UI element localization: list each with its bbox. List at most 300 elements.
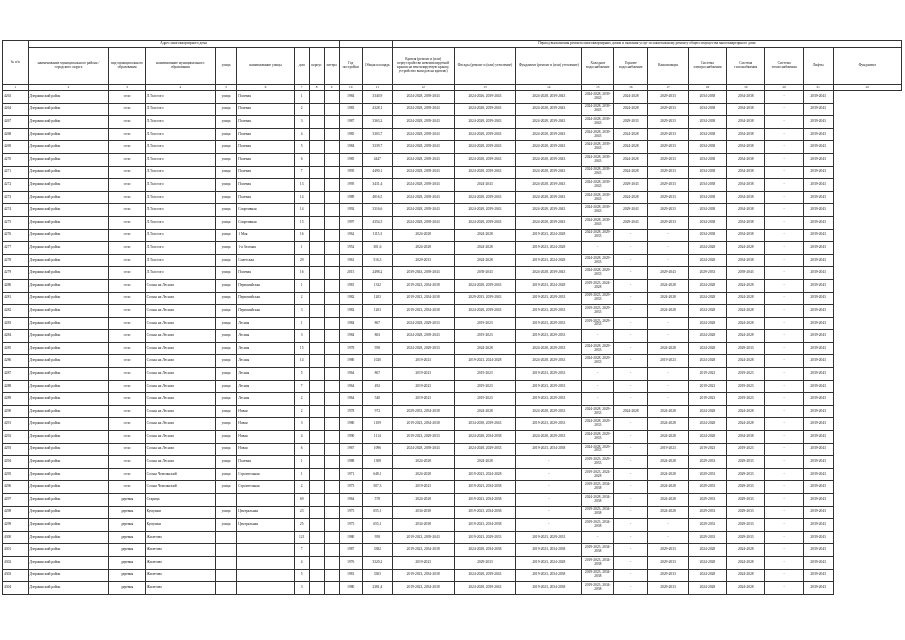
table-cell: Л.Толстого — [145, 179, 215, 192]
table-cell: 7 — [294, 166, 309, 179]
table-cell: 2029-2033 — [727, 531, 765, 544]
table-cell: улица — [215, 431, 236, 444]
table-cell — [324, 153, 339, 166]
table-cell: 2024-2028 — [727, 305, 765, 318]
table-cell: 4272 — [3, 179, 29, 192]
table-cell: 863 — [362, 330, 392, 343]
table-cell: 16 — [294, 229, 309, 242]
table-cell — [324, 468, 339, 481]
table-cell: 2381,4 — [362, 582, 392, 595]
table-cell: 25 — [294, 519, 309, 532]
table-cell: Л.Толстого — [145, 128, 215, 141]
table-cell: 2019-2023, 2034-2038 — [582, 506, 614, 519]
table-row — [3, 380, 902, 393]
table-cell: 2024-2028 — [688, 556, 726, 569]
table-cell: 2019-2023, 2034-2038 — [516, 582, 582, 595]
table-cell: - — [765, 267, 803, 280]
table-cell: село — [109, 153, 145, 166]
table-cell: Сосны на Лесном — [145, 443, 215, 456]
table-cell — [309, 569, 324, 582]
table-cell — [324, 380, 339, 393]
table-cell: Дзержинский район — [28, 481, 109, 494]
table-cell — [215, 556, 236, 569]
table-cell: 2024-2028, 2034-2038 — [454, 544, 516, 557]
table-row — [3, 418, 902, 431]
table-cell — [309, 506, 324, 519]
table-cell: 2024-2028, 2039-2043 — [516, 141, 582, 154]
table-cell: 2039-2043 — [803, 531, 833, 544]
table-cell: 1975 — [339, 519, 362, 532]
table-cell — [237, 582, 295, 595]
table-cell: улица — [215, 153, 236, 166]
table-cell: - — [765, 368, 803, 381]
table-row — [3, 229, 902, 242]
table-cell — [324, 279, 339, 292]
table-cell: 2024-2028 — [648, 506, 688, 519]
table-cell — [309, 191, 324, 204]
table-cell: - — [516, 481, 582, 494]
table-row — [3, 305, 902, 318]
table-cell: 2024-2028 — [392, 494, 454, 507]
column-header: Фасады (ремонт и (или) утепление) — [454, 48, 516, 85]
table-cell: - — [614, 443, 648, 456]
table-cell: 5 — [294, 141, 309, 154]
table-cell: 2019-2023 — [727, 443, 765, 456]
table-cell: - — [614, 494, 648, 507]
table-cell: 2019-2023 — [454, 317, 516, 330]
table-cell: 2019-2023 — [392, 393, 454, 406]
table-cell: Л.Толстого — [145, 191, 215, 204]
table-cell — [309, 317, 324, 330]
table-cell — [324, 116, 339, 129]
table-cell: - — [614, 506, 648, 519]
table-cell: Жилетово — [145, 569, 215, 582]
table-cell: 1980 — [339, 531, 362, 544]
table-cell: Жилетово — [145, 556, 215, 569]
table-cell: 1308 — [362, 456, 392, 469]
table-cell: 2039-2043 — [803, 330, 833, 343]
table-cell: 4263 — [3, 91, 29, 104]
table-cell: 4278 — [3, 254, 29, 267]
table-cell: 4302 — [3, 556, 29, 569]
table-cell: 2024-2028, 2039-2043 — [454, 216, 516, 229]
table-cell: 2019-2023, 2029-2033 — [582, 456, 614, 469]
table-cell: 2 — [294, 103, 309, 116]
table-row — [3, 242, 902, 255]
table-cell: 2024-2028, 2039-2043 — [582, 216, 614, 229]
table-cell: - — [648, 330, 688, 343]
table-cell: 1983 — [339, 103, 362, 116]
table-cell: 2024-2028 — [688, 317, 726, 330]
table-cell: 2019-2023 — [392, 380, 454, 393]
table-cell: 507,3 — [362, 481, 392, 494]
table-cell: 2034-2038 — [688, 153, 726, 166]
table-cell: село — [109, 342, 145, 355]
table-cell: село — [109, 393, 145, 406]
table-cell — [215, 569, 236, 582]
table-cell: Полевая — [237, 141, 295, 154]
table-cell: Строительная — [237, 468, 295, 481]
table-cell: 2019-2023, 2029-2033 — [582, 317, 614, 330]
table-cell: - — [765, 153, 803, 166]
table-cell: - — [516, 494, 582, 507]
table-cell — [324, 204, 339, 217]
table-cell: 2019-2023 — [688, 380, 726, 393]
table-cell: улица — [215, 468, 236, 481]
column-number: 13 — [454, 85, 516, 91]
table-cell: 2024-2028, 2039-2043 — [582, 166, 614, 179]
table-cell: Дзержинский район — [28, 456, 109, 469]
table-cell: улица — [215, 166, 236, 179]
table-cell: Л.Толстого — [145, 267, 215, 280]
table-cell: 2024-2028 — [614, 166, 648, 179]
table-cell: Дзержинский район — [28, 204, 109, 217]
table-cell: Полевая — [237, 91, 295, 104]
table-cell: 2019-2023, 2034-2038 — [516, 443, 582, 456]
table-cell: 6 — [294, 153, 309, 166]
table-cell: 2 — [294, 405, 309, 418]
table-cell: 4328,1 — [362, 103, 392, 116]
table-cell: Полевая — [237, 191, 295, 204]
table-cell: 2024-2028, 2039-2043 — [516, 128, 582, 141]
table-cell: 1975 — [339, 481, 362, 494]
table-cell: 2019-2023 — [392, 355, 454, 368]
table-cell: Сосны на Лесном — [145, 380, 215, 393]
table-cell: 4269 — [3, 141, 29, 154]
table-cell: 540 — [362, 393, 392, 406]
table-cell: 2039-2043 — [803, 481, 833, 494]
table-cell: 2019-2023 — [727, 368, 765, 381]
table-cell — [324, 544, 339, 557]
table-cell: 2024-2028 — [614, 191, 648, 204]
table-cell: село — [109, 443, 145, 456]
table-cell: - — [765, 506, 803, 519]
table-cell: улица — [215, 342, 236, 355]
table-cell: 2024-2028 — [688, 569, 726, 582]
table-cell: - — [614, 330, 648, 343]
table-cell: 1115,3 — [362, 229, 392, 242]
table-cell: 2024-2028, 2039-2043 — [454, 204, 516, 217]
table-cell: 2019-2023 — [727, 380, 765, 393]
table-cell: Дзержинский район — [28, 519, 109, 532]
table-cell: 4279 — [3, 267, 29, 280]
table-cell: село — [109, 431, 145, 444]
table-cell: Дзержинский район — [28, 292, 109, 305]
table-cell: 2034-2038 — [727, 153, 765, 166]
table-cell — [309, 405, 324, 418]
table-cell: 1 — [294, 317, 309, 330]
table-cell: - — [516, 456, 582, 469]
table-cell: Новая — [237, 418, 295, 431]
table-row — [3, 166, 902, 179]
table-cell: деревня — [109, 494, 145, 507]
table-cell: 2024-2028, 2039-2043 — [516, 153, 582, 166]
col-header-no: № п/п — [3, 41, 29, 85]
table-cell: 121 — [294, 531, 309, 544]
table-cell: 4276 — [3, 229, 29, 242]
table-cell: 2024-2028 — [614, 128, 648, 141]
table-cell: 4270 — [3, 153, 29, 166]
table-cell: 2019-2023, 2029-2033 — [516, 305, 582, 318]
table-cell: 2034-2038 — [727, 103, 765, 116]
table-cell: - — [765, 279, 803, 292]
table-cell: 2019-2023, 2034-2038 — [582, 569, 614, 582]
table-cell: 2019-2023 — [454, 368, 516, 381]
table-cell: 2039-2043 — [803, 254, 833, 267]
table-cell: улица — [215, 506, 236, 519]
table-cell: Сосны на Лесном — [145, 342, 215, 355]
table-cell: 2024-2028 — [648, 431, 688, 444]
table-cell: 2039-2043 — [803, 556, 833, 569]
table-cell: село — [109, 166, 145, 179]
table-cell: село — [109, 229, 145, 242]
table-cell — [309, 229, 324, 242]
table-cell: село — [109, 279, 145, 292]
table-cell: 4 — [294, 556, 309, 569]
table-cell: 1967 — [339, 443, 362, 456]
table-cell: улица — [215, 355, 236, 368]
table-cell: 1332 — [362, 279, 392, 292]
table-cell: 1989 — [339, 191, 362, 204]
table-cell: 2024-2028, 2039-2043 — [454, 582, 516, 595]
table-cell: 2019-2023 — [648, 443, 688, 456]
table-cell: 1 — [294, 279, 309, 292]
table-cell: 2024-2028, 2039-2043 — [454, 166, 516, 179]
table-cell — [324, 405, 339, 418]
table-cell: Л.Толстого — [145, 103, 215, 116]
table-cell: 4304 — [3, 582, 29, 595]
table-cell: 2024-2028 — [727, 330, 765, 343]
table-cell: деревня — [109, 582, 145, 595]
table-cell: 2039-2043 — [803, 506, 833, 519]
table-cell: 2039-2043 — [803, 317, 833, 330]
table-cell: 2024-2028, 2039-2043 — [582, 116, 614, 129]
column-number: 19 — [727, 85, 765, 91]
table-cell: улица — [215, 204, 236, 217]
table-cell: 2029-2033 — [727, 342, 765, 355]
column-number: 16 — [614, 85, 648, 91]
table-cell: 1020 — [362, 355, 392, 368]
table-cell: 4281 — [3, 292, 29, 305]
table-cell: - — [614, 556, 648, 569]
table-cell: Дзержинский район — [28, 242, 109, 255]
table-cell: Новая — [237, 405, 295, 418]
table-cell: 2039-2043 — [803, 431, 833, 444]
table-cell: 1971 — [339, 468, 362, 481]
table-cell: 2019-2023, 2034-2038 — [454, 506, 516, 519]
table-cell: село — [109, 191, 145, 204]
blank-group-header — [339, 41, 392, 48]
table-cell: Сосны на Лесном — [145, 305, 215, 318]
table-cell: 2024-2028 — [454, 229, 516, 242]
table-cell: - — [648, 531, 688, 544]
table-cell: 16 — [294, 267, 309, 280]
table-cell — [324, 355, 339, 368]
table-cell: - — [614, 368, 648, 381]
table-cell: - — [765, 481, 803, 494]
table-cell: Л.Толстого — [145, 116, 215, 129]
table-cell — [309, 393, 324, 406]
table-cell: 2024-2028, 2029-2033 — [582, 229, 614, 242]
table-cell: Дзержинский район — [28, 418, 109, 431]
table-cell: 4298 — [3, 506, 29, 519]
table-cell: Дзержинский район — [28, 380, 109, 393]
table-cell: Дзержинский район — [28, 405, 109, 418]
table-cell: 1980 — [339, 355, 362, 368]
table-cell — [309, 355, 324, 368]
table-cell: 1964 — [339, 393, 362, 406]
column-number: 12 — [392, 85, 454, 91]
table-cell — [309, 128, 324, 141]
table-cell: 2019-2023, 2024-2028 — [454, 355, 516, 368]
table-cell: 2029-2033 — [648, 582, 688, 595]
table-cell: 2024-2028 — [392, 456, 454, 469]
table-cell: - — [765, 431, 803, 444]
table-cell: 2034-2038 — [727, 204, 765, 217]
table-cell: 2029-2033 — [648, 556, 688, 569]
table-cell: 2029-2033 — [727, 519, 765, 532]
table-cell: Дзержинский район — [28, 191, 109, 204]
table-cell: 2019-2023, 2029-2033 — [582, 305, 614, 318]
table-cell: 14 — [294, 191, 309, 204]
table-cell: 1 — [294, 468, 309, 481]
table-cell: 4286 — [3, 355, 29, 368]
table-cell: 516,3 — [362, 254, 392, 267]
table-cell: 2034-2038 — [392, 519, 454, 532]
table-cell: 1984 — [339, 91, 362, 104]
table-cell: 2024-2028, 2039-2043 — [582, 141, 614, 154]
table-cell: 1981 — [339, 279, 362, 292]
table-cell: 2024-2028, 2039-2043 — [516, 267, 582, 280]
table-cell: - — [648, 229, 688, 242]
table-cell: 2039-2043 — [803, 91, 833, 104]
column-header: Общая площадь — [362, 48, 392, 85]
table-cell: 4816,5 — [362, 191, 392, 204]
table-cell: 3316,6 — [362, 204, 392, 217]
table-cell: 2024-2028 — [454, 254, 516, 267]
table-cell: 2024-2028 — [648, 468, 688, 481]
table-cell: 2024-2028, 2039-2043 — [516, 91, 582, 104]
table-cell: улица — [215, 141, 236, 154]
table-cell: 2034-2038 — [727, 116, 765, 129]
column-number: 3 — [109, 85, 145, 91]
table-cell: Дзержинский район — [28, 103, 109, 116]
table-cell: 2039-2043 — [803, 393, 833, 406]
table-cell: - — [765, 393, 803, 406]
table-cell: 4297 — [3, 494, 29, 507]
table-cell: - — [614, 582, 648, 595]
column-header: Канализация — [648, 48, 688, 85]
table-cell: 2019-2023 — [392, 556, 454, 569]
table-cell: 2034-2038 — [727, 141, 765, 154]
table-cell: 2024-2028 — [688, 355, 726, 368]
table-cell: 69 — [294, 494, 309, 507]
table-cell — [324, 216, 339, 229]
column-number: 18 — [688, 85, 726, 91]
table-cell: 492 — [362, 380, 392, 393]
table-row — [3, 317, 902, 330]
table-cell: 2029-2033 — [727, 481, 765, 494]
table-cell: 2029-2033 — [688, 506, 726, 519]
table-cell: 2024-2028, 2039-2043 — [392, 103, 454, 116]
table-cell: 2039-2043 — [803, 494, 833, 507]
column-header: Фундамент — [833, 48, 901, 85]
table-cell: 1987 — [339, 116, 362, 129]
table-cell: 3340,9 — [362, 91, 392, 104]
table-row — [3, 216, 902, 229]
table-row — [3, 141, 902, 154]
table-cell: 2029-2033 — [648, 179, 688, 192]
table-cell — [215, 582, 236, 595]
table-cell: село — [109, 305, 145, 318]
table-cell: 2019-2023 — [688, 443, 726, 456]
table-cell: 2024-2028, 2029-2033 — [516, 342, 582, 355]
table-cell: 2024-2028 — [648, 456, 688, 469]
table-cell: 2039-2043 — [803, 468, 833, 481]
table-cell: Полевая — [237, 153, 295, 166]
table-cell: Сосны на Лесном — [145, 368, 215, 381]
column-header: литера — [324, 48, 339, 85]
table-cell: Сосны на Лесном — [145, 355, 215, 368]
table-cell — [324, 368, 339, 381]
table-cell: 1981 — [339, 569, 362, 582]
table-cell: 2019-2023, 2024-2028 — [582, 279, 614, 292]
table-cell: 2019-2023 — [454, 380, 516, 393]
table-cell: 2024-2028, 2039-2043 — [392, 330, 454, 343]
table-cell: Л.Толстого — [145, 166, 215, 179]
table-cell: 2024-2028 — [727, 292, 765, 305]
table-cell: улица — [215, 267, 236, 280]
table-cell: - — [516, 519, 582, 532]
table-cell: 2 — [294, 393, 309, 406]
period-group-header: Период выполнения ремонта многоквартирных домов и оказания услуг по капитальному ремонту общего имущества многоквартирного дома — [392, 41, 901, 48]
table-cell: Центральная — [237, 519, 295, 532]
table-cell: Дзержинский район — [28, 531, 109, 544]
table-cell: 2024-2028, 2039-2043 — [582, 128, 614, 141]
table-cell: 2019-2023 — [454, 393, 516, 406]
table-cell: 1203 — [362, 305, 392, 318]
table-cell: 2019-2023, 2029-2033 — [516, 380, 582, 393]
table-cell: - — [765, 116, 803, 129]
table-cell: 2019-2023, 2034-2038 — [392, 544, 454, 557]
table-cell: 2024-2028, 2039-2043 — [516, 166, 582, 179]
table-cell: 2024-2028, 2029-2033 — [516, 405, 582, 418]
table-cell: 2024-2028 — [614, 405, 648, 418]
table-cell: 2024-2028, 2039-2043 — [516, 191, 582, 204]
table-cell: 2029-2033 — [688, 468, 726, 481]
table-cell: улица — [215, 305, 236, 318]
table-cell: 4283 — [3, 317, 29, 330]
table-cell: Лесная — [237, 368, 295, 381]
table-cell: 1992 — [339, 204, 362, 217]
table-cell: 2039-2043 — [803, 405, 833, 418]
table-cell: 2029-2033 — [688, 267, 726, 280]
table-cell: 2024-2028 — [648, 279, 688, 292]
table-cell: 2019-2023, 2029-2033 — [516, 317, 582, 330]
column-header: наименование муниципального района / городского округа — [28, 48, 109, 85]
table-cell: 2019-2023, 2034-2038 — [392, 569, 454, 582]
table-cell: Центральная — [237, 506, 295, 519]
table-cell: 2034-2038 — [688, 103, 726, 116]
table-cell: 2029-2033 — [614, 116, 648, 129]
table-cell: 2019-2023, 2029-2033 — [516, 393, 582, 406]
table-cell: Дзержинский район — [28, 317, 109, 330]
table-cell: - — [614, 481, 648, 494]
table-cell: 2024-2028, 2029-2033 — [582, 267, 614, 280]
table-cell: 2039-2043 — [803, 355, 833, 368]
table-cell: 1961 — [339, 254, 362, 267]
register-sheet — [2, 40, 902, 595]
